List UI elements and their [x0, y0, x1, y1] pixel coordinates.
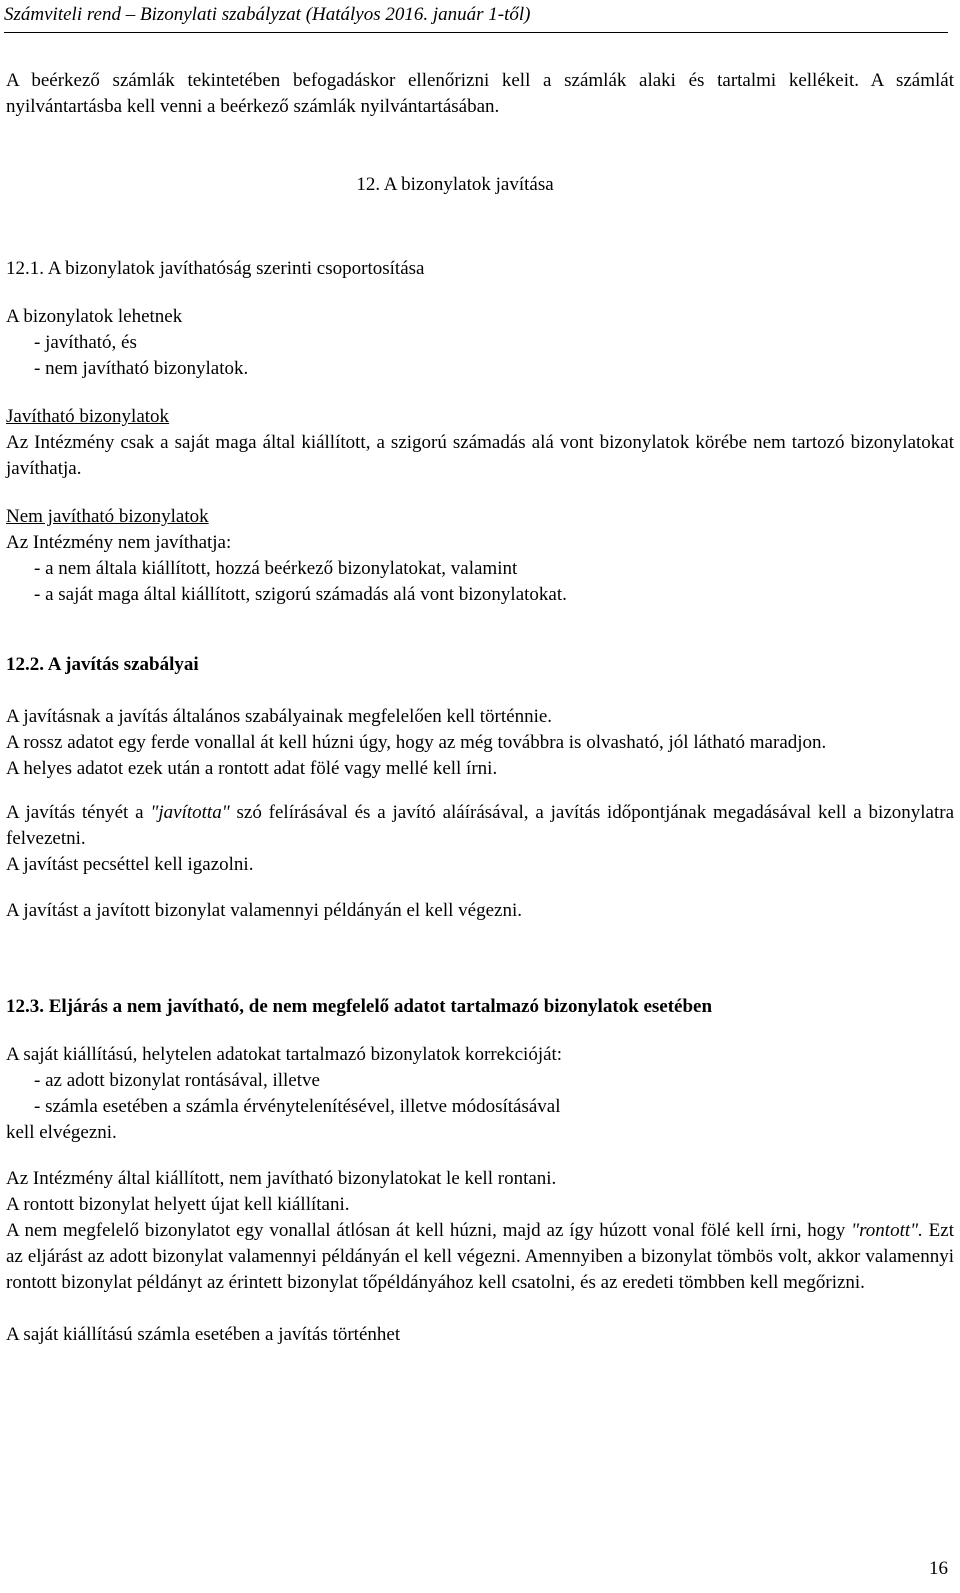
quote-rontott: "rontott".	[851, 1220, 923, 1241]
s122-paragraph-2	[6, 800, 954, 852]
text-run: szó felírásával és a javító aláírásával, a javítás időpontjának megadásával kell a bizonylatra felvezetni.	[6, 802, 954, 849]
quote-javitotta: "javította"	[150, 802, 230, 823]
s123-line: A rontott bizonylat helyett újat kell kiállítani.	[6, 1194, 350, 1215]
s122-line: A javítást pecséttel kell igazolni.	[6, 854, 254, 875]
text-run: Ezt az eljárást az adott bizonylat valamennyi példányán el kell végezni. Amennyiben a bizonylat tömbös volt, akkor valamennyi rontott bizonylat példányt az érintett bizonylat tőpéldányához kell csatolni, és az eredeti tömbben kell megőrizni.	[6, 1220, 955, 1293]
page-number: 16	[929, 1558, 948, 1579]
nem-javithato-heading: Nem javítható bizonylatok	[6, 506, 209, 527]
javithato-text: Az Intézmény csak a saját maga által kiállított, a szigorú számadás alá vont bizonylatok körébe nem tartozó bizonylatokat javíthatja.	[6, 432, 954, 479]
s123-line: A saját kiállítású számla esetében a javítás történhet	[6, 1324, 401, 1345]
text-run: A javítás tényét a	[6, 802, 151, 823]
document-body	[6, 68, 954, 1348]
page-header: Számviteli rend – Bizonylati szabályzat (Hatályos 2016. január 1-től)	[4, 2, 948, 33]
intro-paragraph: A beérkező számlák tekintetében befogadáskor ellenőrizni kell a számlák alaki és tartalmi kellékeit. A számlát nyilvántartásba kell venni a beérkező számlák nyilvántartásában.	[6, 70, 954, 117]
s121-item: - nem javítható bizonylatok.	[34, 358, 249, 379]
section-12-heading: 12. A bizonylatok javítása	[356, 174, 554, 195]
s123-tail: kell elvégezni.	[6, 1122, 117, 1143]
s122-line: A helyes adatot ezek után a rontott adat fölé vagy mellé kell írni.	[6, 758, 498, 779]
s123-line: Az Intézmény által kiállított, nem javítható bizonylatokat le kell rontani.	[6, 1168, 557, 1189]
s123-item: - számla esetében a számla érvénytelenítésével, illetve módosításával	[34, 1096, 561, 1117]
section-12-2-heading: 12.2. A javítás szabályai	[6, 654, 199, 675]
s123-item: - az adott bizonylat rontásával, illetve	[34, 1070, 320, 1091]
s121-lead: A bizonylatok lehetnek	[6, 306, 183, 327]
s121-item: - javítható, és	[34, 332, 137, 353]
section-12-3-heading: 12.3. Eljárás a nem javítható, de nem megfelelő adatot tartalmazó bizonylatok esetében	[6, 996, 713, 1017]
s122-line: A javítást a javított bizonylat valamennyi példányán el kell végezni.	[6, 900, 523, 921]
s122-line: A javításnak a javítás általános szabályainak megfelelően kell történnie.	[6, 706, 553, 727]
nem-javithato-item: - a saját maga által kiállított, szigorú számadás alá vont bizonylatokat.	[34, 584, 567, 605]
javithato-heading: Javítható bizonylatok	[6, 406, 170, 427]
nem-javithato-lead: Az Intézmény nem javíthatja:	[6, 532, 232, 553]
s122-line: A rossz adatot egy ferde vonallal át kell húzni úgy, hogy az még továbbra is olvasható, jól látható maradjon.	[6, 732, 827, 753]
text-run: A nem megfelelő bizonylatot egy vonallal átlósan át kell húzni, majd az így húzott vonal fölé kell írni, hogy	[6, 1220, 852, 1241]
s123-lead: A saját kiállítású, helytelen adatokat tartalmazó bizonylatok korrekcióját:	[6, 1044, 563, 1065]
s123-paragraph-3	[6, 1218, 954, 1296]
nem-javithato-item: - a nem általa kiállított, hozzá beérkező bizonylatokat, valamint	[34, 558, 518, 579]
section-12-1-heading: 12.1. A bizonylatok javíthatóság szerinti csoportosítása	[6, 258, 425, 279]
